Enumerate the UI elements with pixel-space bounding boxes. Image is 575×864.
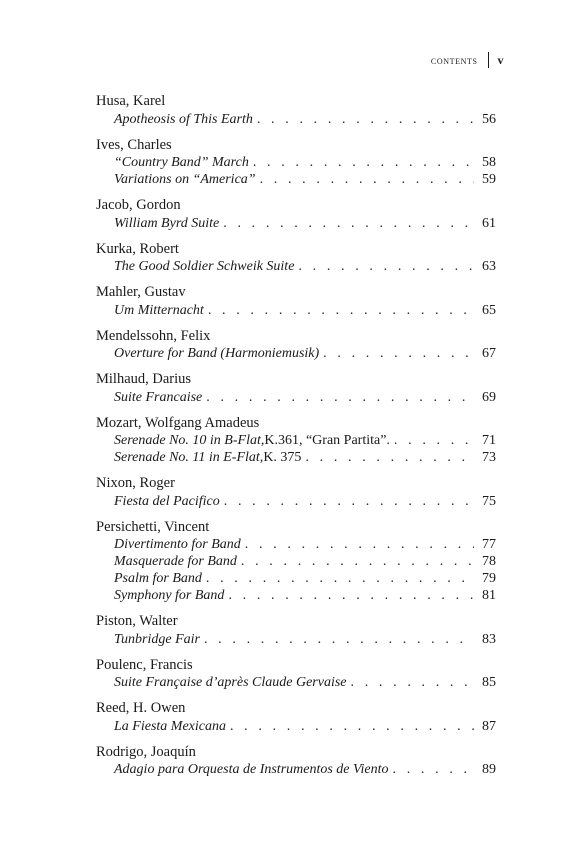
page-number: v <box>497 52 504 67</box>
work-title: Fiesta del Pacifico <box>114 493 220 509</box>
dot-leader <box>230 718 474 735</box>
composer-name: Mendelssohn, Felix <box>96 327 211 344</box>
work-title: Um Mitternacht <box>114 302 204 318</box>
toc-group <box>96 328 496 363</box>
composer-name: Milhaud, Darius <box>96 371 192 387</box>
dot-leader <box>257 111 474 128</box>
composer-name: Mozart, Wolfgang Amadeus <box>96 414 260 431</box>
entry-page-number: 75 <box>482 493 496 509</box>
work-title: Serenade No. 11 in E-Flat, <box>114 450 264 465</box>
running-head-divider <box>488 52 489 68</box>
toc-entry[interactable] <box>96 154 496 171</box>
entry-page-number: 59 <box>482 172 496 187</box>
toc-entry[interactable] <box>96 258 496 275</box>
toc-entry[interactable] <box>96 493 496 510</box>
entry-page-number: 81 <box>482 588 496 603</box>
composer-name: Husa, Karel <box>96 93 166 109</box>
toc-group <box>96 93 496 128</box>
table-of-contents <box>96 93 496 787</box>
entry-page-number: 89 <box>482 762 496 777</box>
dot-leader <box>208 302 474 319</box>
dot-leader <box>253 154 474 171</box>
work-title: Suite Française d’après Claude Gervaise <box>114 675 347 690</box>
toc-entry[interactable] <box>96 432 496 449</box>
composer-name: Rodrigo, Joaquín <box>96 743 196 760</box>
toc-group <box>96 475 496 510</box>
toc-entry[interactable] <box>96 389 496 406</box>
composer-name: Kurka, Robert <box>96 240 179 257</box>
toc-group <box>96 415 496 467</box>
work-title: Suite Francaise <box>114 389 203 405</box>
toc-entry[interactable] <box>96 111 496 128</box>
work-title: William Byrd Suite <box>114 215 220 231</box>
dot-leader <box>206 389 474 406</box>
dot-leader <box>223 215 474 232</box>
toc-entry[interactable] <box>96 215 496 232</box>
entry-page-number: 71 <box>482 433 496 448</box>
dot-leader <box>204 631 474 648</box>
work-title: Adagio para Orquesta de Instrumentos de Viento <box>114 762 389 777</box>
dot-leader <box>241 553 474 570</box>
toc-entry[interactable] <box>96 553 496 570</box>
entry-page-number: 67 <box>482 346 496 361</box>
work-title: Divertimento for Band <box>114 537 241 552</box>
toc-entry[interactable] <box>96 674 496 691</box>
composer-name: Piston, Walter <box>96 613 178 629</box>
toc-entry[interactable] <box>96 761 496 778</box>
running-head-label: contents <box>430 52 478 67</box>
toc-entry[interactable] <box>96 536 496 553</box>
work-title: Apotheosis of This Earth <box>114 111 253 127</box>
entry-page-number: 77 <box>482 537 496 552</box>
dot-leader <box>351 674 474 691</box>
toc-entry[interactable] <box>96 631 496 648</box>
work-title: “Country Band” March <box>114 155 249 170</box>
dot-leader <box>260 171 474 188</box>
toc-entry[interactable] <box>96 718 496 735</box>
entry-page-number: 87 <box>482 718 496 734</box>
work-title: Symphony for Band <box>114 588 225 603</box>
entry-page-number: 63 <box>482 259 496 274</box>
composer-name: Jacob, Gordon <box>96 197 181 213</box>
toc-entry[interactable] <box>96 587 496 604</box>
dot-leader <box>206 570 474 587</box>
dot-leader <box>394 432 474 449</box>
toc-group <box>96 700 496 735</box>
toc-group <box>96 371 496 406</box>
composer-name: Persichetti, Vincent <box>96 518 210 535</box>
toc-entry[interactable] <box>96 449 496 466</box>
toc-group <box>96 284 496 319</box>
work-title: Variations on “America” <box>114 172 256 187</box>
toc-entry[interactable] <box>96 171 496 188</box>
work-title: Overture for Band (Harmoniemusik) <box>114 346 320 361</box>
toc-group <box>96 657 496 692</box>
dot-leader <box>224 493 474 510</box>
dot-leader <box>323 345 474 362</box>
dot-leader <box>305 449 474 466</box>
composer-name: Poulenc, Francis <box>96 656 193 673</box>
composer-name: Reed, H. Owen <box>96 700 186 716</box>
entry-page-number: 79 <box>482 571 496 586</box>
work-title: La Fiesta Mexicana <box>114 718 226 734</box>
toc-group <box>96 137 496 189</box>
work-title: The Good Soldier Schweik Suite <box>114 259 295 274</box>
dot-leader <box>228 587 474 604</box>
entry-page-number: 83 <box>482 631 496 647</box>
toc-group <box>96 744 496 779</box>
work-catalog-suffix: K. 375 <box>263 450 302 465</box>
running-head <box>431 52 504 68</box>
toc-group <box>96 613 496 648</box>
entry-page-number: 85 <box>482 675 496 690</box>
toc-group <box>96 519 496 605</box>
entry-page-number: 73 <box>482 450 496 465</box>
dot-leader <box>245 536 474 553</box>
toc-entry[interactable] <box>96 570 496 587</box>
work-title: Psalm for Band <box>114 571 202 586</box>
entry-page-number: 78 <box>482 554 496 569</box>
dot-leader <box>393 761 474 778</box>
entry-page-number: 69 <box>482 389 496 405</box>
work-title: Masquerade for Band <box>114 554 237 569</box>
dot-leader <box>298 258 474 275</box>
toc-group <box>96 197 496 232</box>
work-title: Tunbridge Fair <box>114 631 200 647</box>
toc-entry[interactable] <box>96 345 496 362</box>
composer-name: Nixon, Roger <box>96 475 175 491</box>
composer-name: Mahler, Gustav <box>96 284 186 300</box>
toc-group <box>96 241 496 276</box>
toc-entry[interactable] <box>96 302 496 319</box>
work-catalog-suffix: K.361, “Gran Partita”. <box>264 433 390 448</box>
entry-page-number: 61 <box>482 215 496 231</box>
work-title: Serenade No. 10 in B-Flat, <box>114 433 265 448</box>
entry-page-number: 58 <box>482 155 496 170</box>
entry-page-number: 56 <box>482 111 496 127</box>
composer-name: Ives, Charles <box>96 136 172 153</box>
entry-page-number: 65 <box>482 302 496 318</box>
